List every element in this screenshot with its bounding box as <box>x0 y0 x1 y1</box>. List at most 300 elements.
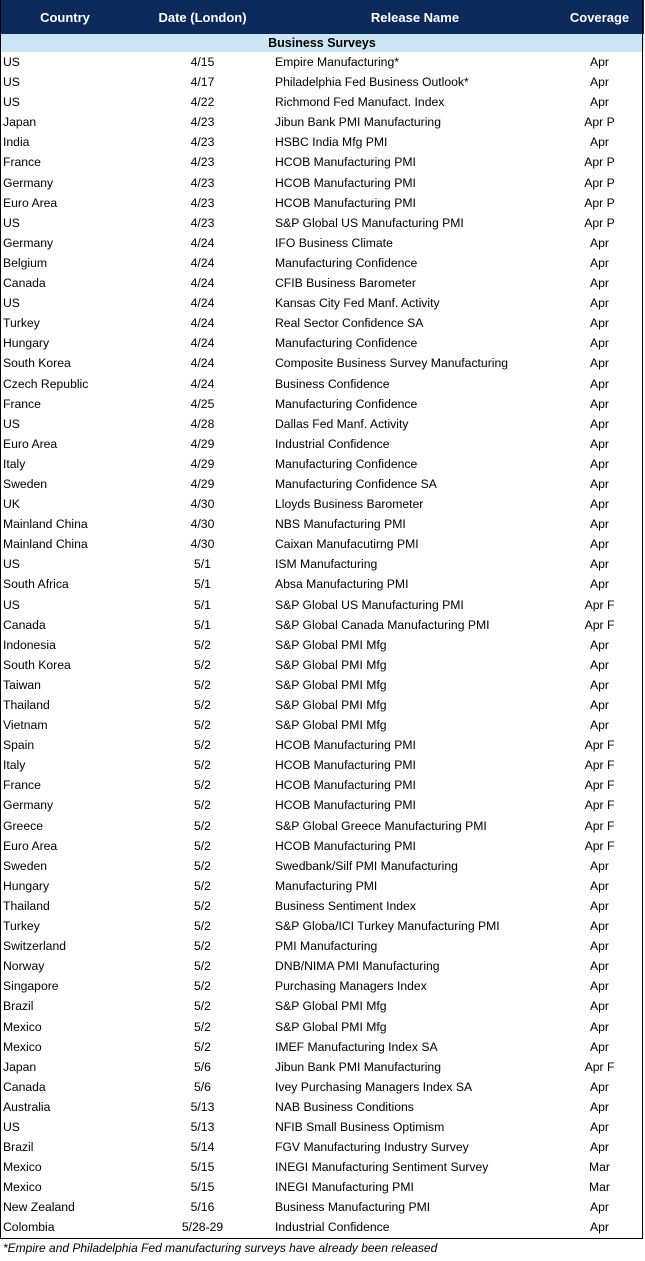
date-cell: 4/29 <box>190 456 215 471</box>
coverage-cell: Apr <box>590 396 609 411</box>
date-cell: 5/14 <box>190 1140 215 1155</box>
release-name-cell: Jibun Bank PMI Manufacturing <box>275 115 441 130</box>
coverage-cell: Apr F <box>584 597 615 612</box>
coverage-cell: Apr F <box>584 758 615 773</box>
release-name-cell: DNB/NIMA PMI Manufacturing <box>275 959 440 974</box>
table-row <box>0 755 644 775</box>
release-name-cell: Lloyds Business Barometer <box>275 497 424 512</box>
date-cell: 4/17 <box>190 75 215 90</box>
table-row <box>0 896 644 916</box>
country-cell: US <box>3 75 20 90</box>
date-cell: 4/23 <box>190 175 215 190</box>
table-row <box>0 434 644 454</box>
country-cell: Switzerland <box>3 939 66 954</box>
release-name-cell: HCOB Manufacturing PMI <box>275 778 416 793</box>
table-row <box>0 1057 644 1077</box>
release-name-cell: HCOB Manufacturing PMI <box>275 738 416 753</box>
coverage-cell: Apr <box>590 276 609 291</box>
date-cell: 5/2 <box>194 818 211 833</box>
country-cell: Italy <box>3 456 26 471</box>
table-row <box>0 253 644 273</box>
coverage-cell: Apr <box>590 637 609 652</box>
coverage-cell: Apr <box>590 135 609 150</box>
date-cell: 5/2 <box>194 939 211 954</box>
table-row <box>0 816 644 836</box>
table-row <box>0 374 644 394</box>
country-cell: Canada <box>3 617 46 632</box>
release-name-cell: S&P Global US Manufacturing PMI <box>275 597 464 612</box>
coverage-cell: Apr <box>590 898 609 913</box>
table-row <box>0 635 644 655</box>
release-name-cell: NFIB Small Business Optimism <box>275 1119 445 1134</box>
header-date: Date (London) <box>130 0 275 34</box>
date-cell: 5/2 <box>194 999 211 1014</box>
date-cell: 5/2 <box>194 698 211 712</box>
country-cell: Mexico <box>3 1160 42 1175</box>
country-cell: Sweden <box>3 476 48 491</box>
date-cell: 4/25 <box>190 396 215 411</box>
coverage-cell: Apr <box>590 517 609 532</box>
table-row <box>0 534 644 554</box>
release-name-cell: Business Confidence <box>275 376 390 391</box>
table-row <box>0 615 644 635</box>
country-cell: US <box>3 296 20 311</box>
release-name-cell: S&P Global PMI Mfg <box>275 657 387 672</box>
table-row <box>0 52 644 72</box>
coverage-cell: Apr <box>590 476 609 491</box>
coverage-cell: Apr <box>590 255 609 270</box>
table-row <box>0 213 644 233</box>
table-row <box>0 595 644 615</box>
table-body <box>0 34 644 1238</box>
date-cell: 4/15 <box>190 55 215 69</box>
table-row <box>0 152 644 172</box>
table-row <box>0 655 644 675</box>
release-name-cell: FGV Manufacturing Industry Survey <box>275 1140 469 1155</box>
date-cell: 5/2 <box>194 858 211 873</box>
coverage-cell: Apr F <box>584 798 615 813</box>
country-cell: Sweden <box>3 858 48 873</box>
coverage-cell: Apr <box>590 698 609 712</box>
date-cell: 5/2 <box>194 919 211 934</box>
release-name-cell: Dallas Fed Manf. Activity <box>275 416 409 431</box>
date-cell: 5/2 <box>194 898 211 913</box>
country-cell: Germany <box>3 798 54 813</box>
country-cell: South Korea <box>3 657 71 672</box>
release-name-cell: Business Manufacturing PMI <box>275 1200 431 1215</box>
country-cell: Mexico <box>3 1019 42 1034</box>
country-cell: Euro Area <box>3 195 58 210</box>
country-cell: Greece <box>3 818 43 833</box>
date-cell: 5/2 <box>194 758 211 773</box>
section-title: Business Surveys <box>0 34 644 52</box>
country-cell: US <box>3 95 20 110</box>
coverage-cell: Apr <box>590 336 609 351</box>
section-row <box>0 34 644 52</box>
date-cell: 5/6 <box>194 1079 211 1094</box>
country-cell: US <box>3 557 20 572</box>
date-cell: 5/2 <box>194 637 211 652</box>
table-row <box>0 233 644 253</box>
coverage-cell: Apr <box>590 356 609 371</box>
release-name-cell: Manufacturing PMI <box>275 878 378 893</box>
date-cell: 5/1 <box>194 617 211 632</box>
release-name-cell: Manufacturing Confidence <box>275 456 418 471</box>
date-cell: 4/24 <box>190 255 215 270</box>
release-name-cell: Business Sentiment Index <box>275 898 416 913</box>
country-cell: Japan <box>3 1059 37 1074</box>
country-cell: Thailand <box>3 698 50 712</box>
date-cell: 5/2 <box>194 1019 211 1034</box>
table-row <box>0 132 644 152</box>
table-row <box>0 193 644 213</box>
coverage-cell: Apr <box>590 1220 609 1235</box>
date-cell: 4/24 <box>190 276 215 291</box>
coverage-cell: Apr F <box>584 738 615 753</box>
release-name-cell: Kansas City Fed Manf. Activity <box>275 296 440 311</box>
table-row <box>0 313 644 333</box>
release-name-cell: Composite Business Survey Manufacturing <box>275 356 509 371</box>
release-name-cell: IFO Business Climate <box>275 235 393 250</box>
country-cell: Euro Area <box>3 838 58 853</box>
table-row <box>0 735 644 755</box>
country-cell: Singapore <box>3 979 59 994</box>
release-name-cell: S&P Global Canada Manufacturing PMI <box>275 617 490 632</box>
release-name-cell: Industrial Confidence <box>275 436 390 451</box>
release-name-cell: HCOB Manufacturing PMI <box>275 195 416 210</box>
coverage-cell: Mar <box>589 1180 610 1195</box>
date-cell: 5/6 <box>194 1059 211 1074</box>
coverage-cell: Apr <box>590 436 609 451</box>
country-cell: US <box>3 416 20 431</box>
release-name-cell: Richmond Fed Manufact. Index <box>275 95 445 110</box>
coverage-cell: Mar <box>589 1160 610 1175</box>
release-name-cell: HCOB Manufacturing PMI <box>275 155 416 170</box>
country-cell: Belgium <box>3 255 48 270</box>
date-cell: 5/13 <box>190 1119 215 1134</box>
coverage-cell: Apr <box>590 376 609 391</box>
coverage-cell: Apr <box>590 1200 609 1215</box>
country-cell: Taiwan <box>3 677 41 692</box>
country-cell: Brazil <box>3 999 34 1014</box>
date-cell: 5/1 <box>194 577 211 592</box>
date-cell: 4/23 <box>190 195 215 210</box>
coverage-cell: Apr <box>590 979 609 994</box>
release-name-cell: Manufacturing Confidence <box>275 396 418 411</box>
country-cell: Norway <box>3 959 45 974</box>
release-name-cell: IMEF Manufacturing Index SA <box>275 1039 438 1054</box>
date-cell: 5/2 <box>194 778 211 793</box>
date-cell: 4/23 <box>190 115 215 130</box>
coverage-cell: Apr <box>590 456 609 471</box>
country-cell: US <box>3 1119 20 1134</box>
table-row <box>0 1197 644 1217</box>
country-cell: Australia <box>3 1099 51 1114</box>
table-row <box>0 715 644 735</box>
coverage-cell: Apr F <box>584 778 615 793</box>
coverage-cell: Apr <box>590 959 609 974</box>
date-cell: 4/23 <box>190 135 215 150</box>
country-cell: Germany <box>3 235 54 250</box>
release-name-cell: HCOB Manufacturing PMI <box>275 838 416 853</box>
coverage-cell: Apr <box>590 497 609 512</box>
coverage-cell: Apr <box>590 316 609 331</box>
country-cell: Japan <box>3 115 37 130</box>
date-cell: 4/30 <box>190 537 215 552</box>
date-cell: 5/2 <box>194 718 211 733</box>
release-name-cell: S&P Global PMI Mfg <box>275 1019 387 1034</box>
table-row <box>0 1097 644 1117</box>
country-cell: Colombia <box>3 1220 55 1235</box>
table-row <box>0 514 644 534</box>
header-coverage: Coverage <box>555 0 644 34</box>
country-cell: Euro Area <box>3 436 58 451</box>
country-cell: New Zealand <box>3 1200 75 1215</box>
release-name-cell: INEGI Manufacturing Sentiment Survey <box>275 1160 489 1175</box>
country-cell: Mexico <box>3 1180 42 1195</box>
country-cell: France <box>3 155 41 170</box>
country-cell: US <box>3 215 20 230</box>
coverage-cell: Apr <box>590 1079 609 1094</box>
date-cell: 5/2 <box>194 878 211 893</box>
coverage-cell: Apr P <box>584 175 615 190</box>
country-cell: Czech Republic <box>3 376 89 391</box>
table-row <box>0 1157 644 1177</box>
coverage-cell: Apr P <box>584 215 615 230</box>
coverage-cell: Apr P <box>584 195 615 210</box>
table-row <box>0 976 644 996</box>
country-cell: South Korea <box>3 356 71 371</box>
country-cell: Germany <box>3 175 54 190</box>
coverage-cell: Apr F <box>584 617 615 632</box>
coverage-cell: Apr <box>590 1140 609 1155</box>
date-cell: 4/24 <box>190 356 215 371</box>
country-cell: Canada <box>3 276 46 291</box>
footnote: *Empire and Philadelphia Fed manufacturing surveys have already been released <box>3 1241 438 1255</box>
date-cell: 5/2 <box>194 798 211 813</box>
date-cell: 5/13 <box>190 1099 215 1114</box>
table-row <box>0 1217 644 1237</box>
coverage-cell: Apr <box>590 55 609 69</box>
release-name-cell: HCOB Manufacturing PMI <box>275 758 416 773</box>
table-row <box>0 353 644 373</box>
coverage-cell: Apr <box>590 75 609 90</box>
release-name-cell: Purchasing Managers Index <box>275 979 427 994</box>
table-row <box>0 836 644 856</box>
date-cell: 4/24 <box>190 316 215 331</box>
table-row <box>0 474 644 494</box>
country-cell: Mainland China <box>3 537 88 552</box>
table-row <box>0 856 644 876</box>
coverage-cell: Apr F <box>584 1059 615 1074</box>
country-cell: India <box>3 135 30 150</box>
table-row <box>0 916 644 936</box>
coverage-cell: Apr <box>590 1119 609 1134</box>
coverage-cell: Apr P <box>584 115 615 130</box>
country-cell: Hungary <box>3 878 50 893</box>
release-name-cell: Real Sector Confidence SA <box>275 316 424 331</box>
date-cell: 5/2 <box>194 1039 211 1054</box>
date-cell: 5/2 <box>194 959 211 974</box>
table-row <box>0 554 644 574</box>
date-cell: 4/24 <box>190 235 215 250</box>
release-name-cell: NAB Business Conditions <box>275 1099 414 1114</box>
release-name-cell: HCOB Manufacturing PMI <box>275 798 416 813</box>
date-cell: 4/23 <box>190 155 215 170</box>
release-name-cell: S&P Global PMI Mfg <box>275 718 387 733</box>
release-name-cell: Ivey Purchasing Managers Index SA <box>275 1079 473 1094</box>
coverage-cell: Apr P <box>584 155 615 170</box>
country-cell: South Africa <box>3 577 69 592</box>
country-cell: France <box>3 778 41 793</box>
coverage-cell: Apr <box>590 677 609 692</box>
date-cell: 4/28 <box>190 416 215 431</box>
table-row <box>0 173 644 193</box>
date-cell: 5/15 <box>190 1180 215 1195</box>
country-cell: Turkey <box>3 316 40 331</box>
release-name-cell: NBS Manufacturing PMI <box>275 517 406 532</box>
table-row <box>0 1037 644 1057</box>
date-cell: 5/1 <box>194 597 211 612</box>
release-name-cell: HCOB Manufacturing PMI <box>275 175 416 190</box>
release-name-cell: Manufacturing Confidence <box>275 255 418 270</box>
release-name-cell: Empire Manufacturing* <box>275 55 399 69</box>
country-cell: France <box>3 396 41 411</box>
country-cell: Hungary <box>3 336 50 351</box>
country-cell: Mexico <box>3 1039 42 1054</box>
date-cell: 5/1 <box>194 557 211 572</box>
release-name-cell: INEGI Manufacturing PMI <box>275 1180 414 1195</box>
country-cell: Turkey <box>3 919 40 934</box>
country-cell: Spain <box>3 738 35 753</box>
date-cell: 4/24 <box>190 296 215 311</box>
coverage-cell: Apr <box>590 577 609 592</box>
table-header <box>0 0 644 34</box>
table-row <box>0 1077 644 1097</box>
coverage-cell: Apr <box>590 858 609 873</box>
table-row <box>0 876 644 896</box>
date-cell: 4/24 <box>190 376 215 391</box>
country-cell: Brazil <box>3 1140 34 1155</box>
coverage-cell: Apr <box>590 718 609 733</box>
date-cell: 4/24 <box>190 336 215 351</box>
country-cell: Vietnam <box>3 718 48 733</box>
release-name-cell: Manufacturing Confidence <box>275 336 418 351</box>
coverage-cell: Apr <box>590 95 609 110</box>
date-cell: 5/15 <box>190 1160 215 1175</box>
release-name-cell: Caixan Manufacutirng PMI <box>275 537 419 552</box>
table-row <box>0 1137 644 1157</box>
table-row <box>0 112 644 132</box>
table-row <box>0 454 644 474</box>
table-row <box>0 92 644 112</box>
table-row <box>0 775 644 795</box>
table-row <box>0 574 644 594</box>
date-cell: 5/28-29 <box>181 1220 224 1235</box>
release-name-cell: S&P Global PMI Mfg <box>275 698 387 712</box>
release-name-cell: S&P Global PMI Mfg <box>275 637 387 652</box>
release-name-cell: S&P Global US Manufacturing PMI <box>275 215 464 230</box>
table-row <box>0 956 644 976</box>
table-row <box>0 273 644 293</box>
date-cell: 5/2 <box>194 979 211 994</box>
coverage-cell: Apr <box>590 1099 609 1114</box>
date-cell: 4/22 <box>190 95 215 110</box>
release-name-cell: Philadelphia Fed Business Outlook* <box>275 75 469 90</box>
release-name-cell: Industrial Confidence <box>275 1220 390 1235</box>
coverage-cell: Apr <box>590 878 609 893</box>
country-cell: UK <box>3 497 20 512</box>
release-name-cell: S&P Globa/ICI Turkey Manufacturing PMI <box>275 919 500 934</box>
header-country: Country <box>0 0 130 34</box>
table-row <box>0 394 644 414</box>
table-row <box>0 936 644 956</box>
country-cell: Italy <box>3 758 26 773</box>
coverage-cell: Apr F <box>584 838 615 853</box>
release-name-cell: Jibun Bank PMI Manufacturing <box>275 1059 441 1074</box>
table-row <box>0 1177 644 1197</box>
date-cell: 4/23 <box>190 215 215 230</box>
coverage-cell: Apr <box>590 1019 609 1034</box>
coverage-cell: Apr <box>590 416 609 431</box>
date-cell: 4/30 <box>190 517 215 532</box>
release-name-cell: S&P Global PMI Mfg <box>275 999 387 1014</box>
coverage-cell: Apr <box>590 296 609 311</box>
coverage-cell: Apr <box>590 1039 609 1054</box>
release-name-cell: S&P Global Greece Manufacturing PMI <box>275 818 487 833</box>
country-cell: US <box>3 55 20 69</box>
coverage-cell: Apr <box>590 557 609 572</box>
date-cell: 4/29 <box>190 476 215 491</box>
country-cell: Indonesia <box>3 637 56 652</box>
release-name-cell: PMI Manufacturing <box>275 939 378 954</box>
country-cell: US <box>3 597 20 612</box>
coverage-cell: Apr <box>590 235 609 250</box>
table-row <box>0 675 644 695</box>
table-row <box>0 1117 644 1137</box>
country-cell: Thailand <box>3 898 50 913</box>
coverage-cell: Apr <box>590 999 609 1014</box>
release-name-cell: Absa Manufacturing PMI <box>275 577 409 592</box>
release-name-cell: Manufacturing Confidence SA <box>275 476 437 491</box>
header-release-name: Release Name <box>275 0 555 34</box>
coverage-cell: Apr F <box>584 818 615 833</box>
coverage-cell: Apr <box>590 657 609 672</box>
release-name-cell: Swedbank/Silf PMI Manufacturing <box>275 858 458 873</box>
date-cell: 5/2 <box>194 657 211 672</box>
release-name-cell: CFIB Business Barometer <box>275 276 416 291</box>
date-cell: 5/2 <box>194 838 211 853</box>
table-row <box>0 72 644 92</box>
country-cell: Mainland China <box>3 517 88 532</box>
date-cell: 5/16 <box>190 1200 215 1215</box>
table-row <box>0 494 644 514</box>
date-cell: 5/2 <box>194 677 211 692</box>
release-name-cell: ISM Manufacturing <box>275 557 378 572</box>
table-row <box>0 333 644 353</box>
table-row <box>0 695 644 715</box>
table-row <box>0 795 644 815</box>
table-row <box>0 293 644 313</box>
table-row <box>0 996 644 1016</box>
date-cell: 4/30 <box>190 497 215 512</box>
coverage-cell: Apr <box>590 919 609 934</box>
table-row <box>0 1017 644 1037</box>
release-name-cell: S&P Global PMI Mfg <box>275 677 387 692</box>
coverage-cell: Apr <box>590 537 609 552</box>
coverage-cell: Apr <box>590 939 609 954</box>
release-name-cell: HSBC India Mfg PMI <box>275 135 388 150</box>
